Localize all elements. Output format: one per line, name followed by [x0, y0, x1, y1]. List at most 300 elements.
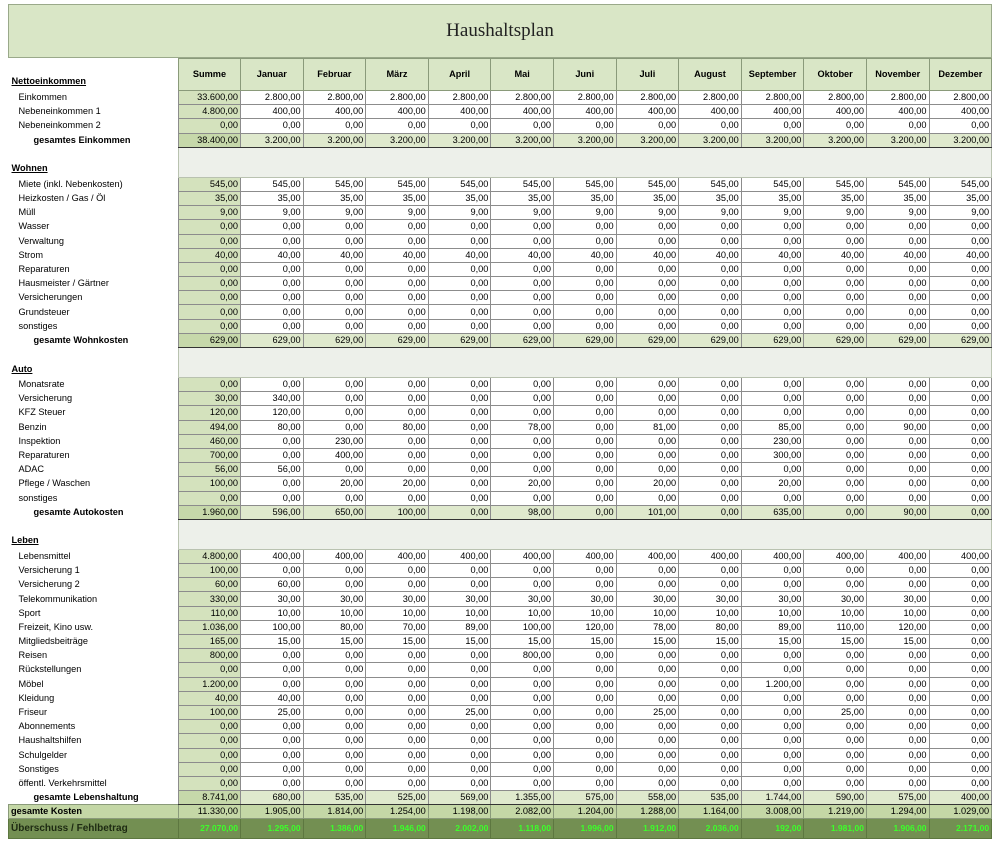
month-cell[interactable]: 400,00 — [366, 549, 429, 563]
month-cell[interactable]: 0,00 — [616, 564, 679, 578]
month-cell[interactable]: 0,00 — [929, 448, 992, 462]
month-cell[interactable]: 0,00 — [553, 564, 616, 578]
month-cell[interactable]: 0,00 — [616, 663, 679, 677]
month-cell[interactable]: 400,00 — [929, 791, 992, 805]
month-cell[interactable]: 0,00 — [428, 491, 491, 505]
month-cell[interactable]: 0,00 — [553, 448, 616, 462]
month-cell[interactable]: 0,00 — [491, 578, 554, 592]
month-cell[interactable]: 0,00 — [804, 691, 867, 705]
month-cell[interactable]: 0,00 — [553, 420, 616, 434]
month-cell[interactable]: 0,00 — [679, 234, 742, 248]
month-cell[interactable]: 10,00 — [303, 606, 366, 620]
month-cell[interactable]: 0,00 — [303, 691, 366, 705]
month-cell[interactable]: 20,00 — [366, 477, 429, 491]
month-cell[interactable]: 0,00 — [679, 663, 742, 677]
month-cell[interactable]: 0,00 — [428, 378, 491, 392]
month-cell[interactable]: 0,00 — [804, 762, 867, 776]
month-cell[interactable]: 0,00 — [428, 734, 491, 748]
month-cell[interactable]: 120,00 — [241, 406, 304, 420]
month-cell[interactable]: 0,00 — [866, 691, 929, 705]
month-cell[interactable]: 0,00 — [679, 305, 742, 319]
month-cell[interactable]: 35,00 — [491, 191, 554, 205]
month-cell[interactable]: 0,00 — [679, 448, 742, 462]
month-cell[interactable]: 0,00 — [553, 677, 616, 691]
month-cell[interactable]: 0,00 — [241, 649, 304, 663]
month-cell[interactable]: 0,00 — [241, 262, 304, 276]
month-cell[interactable]: 230,00 — [741, 434, 804, 448]
month-cell[interactable]: 0,00 — [679, 262, 742, 276]
sum-cell[interactable]: 330,00 — [179, 592, 241, 606]
month-cell[interactable]: 40,00 — [428, 248, 491, 262]
month-cell[interactable]: 100,00 — [491, 620, 554, 634]
month-cell[interactable]: 0,00 — [428, 448, 491, 462]
month-cell[interactable]: 0,00 — [491, 734, 554, 748]
month-cell[interactable]: 0,00 — [929, 606, 992, 620]
month-cell[interactable]: 0,00 — [741, 776, 804, 790]
sum-cell[interactable]: 0,00 — [179, 319, 241, 333]
month-cell[interactable]: 15,00 — [741, 635, 804, 649]
month-cell[interactable]: 1.386,00 — [303, 819, 366, 839]
month-cell[interactable]: 0,00 — [616, 748, 679, 762]
month-cell[interactable]: 0,00 — [866, 677, 929, 691]
month-cell[interactable]: 400,00 — [428, 549, 491, 563]
sum-cell[interactable]: 4.800,00 — [179, 105, 241, 119]
month-cell[interactable]: 0,00 — [428, 463, 491, 477]
month-cell[interactable]: 0,00 — [241, 319, 304, 333]
month-cell[interactable]: 0,00 — [428, 691, 491, 705]
month-cell[interactable]: 0,00 — [241, 234, 304, 248]
month-cell[interactable]: 0,00 — [553, 119, 616, 133]
month-cell[interactable]: 35,00 — [366, 191, 429, 205]
month-cell[interactable]: 0,00 — [741, 262, 804, 276]
month-cell[interactable]: 0,00 — [366, 277, 429, 291]
month-cell[interactable]: 400,00 — [929, 549, 992, 563]
month-cell[interactable]: 0,00 — [428, 564, 491, 578]
month-cell[interactable]: 100,00 — [241, 620, 304, 634]
month-cell[interactable]: 0,00 — [241, 305, 304, 319]
month-cell[interactable]: 0,00 — [741, 578, 804, 592]
sum-cell[interactable]: 545,00 — [179, 177, 241, 191]
month-cell[interactable]: 0,00 — [929, 491, 992, 505]
month-cell[interactable]: 400,00 — [303, 549, 366, 563]
month-cell[interactable]: 40,00 — [303, 248, 366, 262]
month-cell[interactable]: 0,00 — [741, 649, 804, 663]
month-cell[interactable]: 0,00 — [303, 406, 366, 420]
month-cell[interactable]: 0,00 — [366, 720, 429, 734]
month-cell[interactable]: 629,00 — [804, 333, 867, 347]
month-cell[interactable]: 400,00 — [741, 549, 804, 563]
month-cell[interactable]: 0,00 — [428, 677, 491, 691]
month-cell[interactable]: 0,00 — [679, 319, 742, 333]
month-cell[interactable]: 0,00 — [491, 776, 554, 790]
sum-cell[interactable]: 165,00 — [179, 635, 241, 649]
month-cell[interactable]: 400,00 — [866, 549, 929, 563]
month-cell[interactable]: 0,00 — [679, 434, 742, 448]
month-cell[interactable]: 0,00 — [616, 234, 679, 248]
month-cell[interactable]: 0,00 — [241, 564, 304, 578]
month-cell[interactable]: 0,00 — [929, 434, 992, 448]
month-cell[interactable]: 400,00 — [303, 105, 366, 119]
month-cell[interactable]: 0,00 — [866, 663, 929, 677]
month-cell[interactable]: 0,00 — [679, 378, 742, 392]
month-cell[interactable]: 0,00 — [366, 319, 429, 333]
month-cell[interactable]: 1.164,00 — [679, 805, 742, 819]
month-cell[interactable]: 40,00 — [866, 248, 929, 262]
month-cell[interactable]: 0,00 — [428, 406, 491, 420]
month-cell[interactable]: 545,00 — [866, 177, 929, 191]
month-cell[interactable]: 0,00 — [491, 491, 554, 505]
month-cell[interactable]: 0,00 — [804, 420, 867, 434]
month-cell[interactable]: 10,00 — [741, 606, 804, 620]
month-cell[interactable]: 78,00 — [491, 420, 554, 434]
month-cell[interactable]: 0,00 — [679, 392, 742, 406]
month-cell[interactable]: 100,00 — [366, 505, 429, 519]
month-cell[interactable]: 1.200,00 — [741, 677, 804, 691]
month-cell[interactable]: 80,00 — [366, 420, 429, 434]
month-cell[interactable]: 0,00 — [804, 663, 867, 677]
month-cell[interactable]: 0,00 — [241, 434, 304, 448]
month-cell[interactable]: 0,00 — [491, 378, 554, 392]
month-cell[interactable]: 0,00 — [553, 463, 616, 477]
sum-cell[interactable]: 460,00 — [179, 434, 241, 448]
month-cell[interactable]: 596,00 — [241, 505, 304, 519]
month-cell[interactable]: 1.946,00 — [366, 819, 429, 839]
sum-cell[interactable]: 0,00 — [179, 748, 241, 762]
month-cell[interactable]: 0,00 — [428, 291, 491, 305]
month-cell[interactable]: 0,00 — [679, 277, 742, 291]
month-cell[interactable]: 545,00 — [929, 177, 992, 191]
sum-cell[interactable]: 100,00 — [179, 477, 241, 491]
month-cell[interactable]: 0,00 — [741, 277, 804, 291]
month-cell[interactable]: 1.118,00 — [491, 819, 554, 839]
month-cell[interactable]: 35,00 — [428, 191, 491, 205]
sum-cell[interactable]: 800,00 — [179, 649, 241, 663]
month-cell[interactable]: 0,00 — [491, 234, 554, 248]
month-cell[interactable]: 0,00 — [616, 649, 679, 663]
month-cell[interactable]: 15,00 — [303, 635, 366, 649]
month-cell[interactable]: 0,00 — [616, 776, 679, 790]
month-cell[interactable]: 0,00 — [929, 663, 992, 677]
month-cell[interactable]: 0,00 — [553, 691, 616, 705]
month-cell[interactable]: 40,00 — [679, 248, 742, 262]
month-cell[interactable]: 3.200,00 — [679, 133, 742, 147]
month-cell[interactable]: 0,00 — [428, 776, 491, 790]
month-cell[interactable]: 35,00 — [929, 191, 992, 205]
month-cell[interactable]: 0,00 — [679, 477, 742, 491]
month-cell[interactable]: 0,00 — [741, 119, 804, 133]
month-cell[interactable]: 0,00 — [866, 762, 929, 776]
month-cell[interactable]: 545,00 — [679, 177, 742, 191]
month-cell[interactable]: 0,00 — [866, 392, 929, 406]
sum-cell[interactable]: 0,00 — [179, 291, 241, 305]
month-cell[interactable]: 400,00 — [616, 549, 679, 563]
month-cell[interactable]: 0,00 — [241, 720, 304, 734]
month-cell[interactable]: 0,00 — [929, 649, 992, 663]
month-cell[interactable]: 0,00 — [679, 776, 742, 790]
month-cell[interactable]: 0,00 — [679, 578, 742, 592]
month-cell[interactable]: 9,00 — [929, 206, 992, 220]
month-cell[interactable]: 80,00 — [241, 420, 304, 434]
month-cell[interactable]: 85,00 — [741, 420, 804, 434]
month-cell[interactable]: 0,00 — [679, 491, 742, 505]
month-cell[interactable]: 25,00 — [804, 705, 867, 719]
month-cell[interactable]: 0,00 — [366, 677, 429, 691]
month-cell[interactable]: 0,00 — [428, 720, 491, 734]
month-cell[interactable]: 0,00 — [491, 291, 554, 305]
month-cell[interactable]: 0,00 — [428, 762, 491, 776]
month-cell[interactable]: 35,00 — [866, 191, 929, 205]
sum-cell[interactable]: 1.960,00 — [179, 505, 241, 519]
sum-cell[interactable]: 35,00 — [179, 191, 241, 205]
month-cell[interactable]: 0,00 — [679, 564, 742, 578]
month-cell[interactable]: 0,00 — [366, 378, 429, 392]
month-cell[interactable]: 0,00 — [491, 277, 554, 291]
month-cell[interactable]: 0,00 — [866, 448, 929, 462]
month-cell[interactable]: 545,00 — [804, 177, 867, 191]
month-cell[interactable]: 3.200,00 — [428, 133, 491, 147]
month-cell[interactable]: 0,00 — [741, 378, 804, 392]
month-cell[interactable]: 0,00 — [741, 291, 804, 305]
month-cell[interactable]: 0,00 — [929, 463, 992, 477]
month-cell[interactable]: 0,00 — [366, 578, 429, 592]
month-cell[interactable]: 0,00 — [366, 220, 429, 234]
month-cell[interactable]: 1.744,00 — [741, 791, 804, 805]
month-cell[interactable]: 20,00 — [303, 477, 366, 491]
month-cell[interactable]: 0,00 — [866, 477, 929, 491]
month-cell[interactable]: 35,00 — [679, 191, 742, 205]
month-cell[interactable]: 1.905,00 — [241, 805, 304, 819]
month-cell[interactable]: 0,00 — [679, 691, 742, 705]
month-cell[interactable]: 15,00 — [616, 635, 679, 649]
month-cell[interactable]: 1.906,00 — [866, 819, 929, 839]
month-cell[interactable]: 0,00 — [366, 762, 429, 776]
month-cell[interactable]: 0,00 — [929, 762, 992, 776]
month-cell[interactable]: 0,00 — [866, 234, 929, 248]
month-cell[interactable]: 0,00 — [679, 762, 742, 776]
month-cell[interactable]: 0,00 — [866, 406, 929, 420]
month-cell[interactable]: 25,00 — [616, 705, 679, 719]
sum-cell[interactable]: 629,00 — [179, 333, 241, 347]
month-cell[interactable]: 9,00 — [866, 206, 929, 220]
month-cell[interactable]: 192,00 — [741, 819, 804, 839]
month-cell[interactable]: 0,00 — [241, 762, 304, 776]
sum-cell[interactable]: 120,00 — [179, 406, 241, 420]
month-cell[interactable]: 0,00 — [741, 734, 804, 748]
month-cell[interactable]: 0,00 — [303, 762, 366, 776]
month-cell[interactable]: 2.800,00 — [679, 91, 742, 105]
month-cell[interactable]: 3.200,00 — [366, 133, 429, 147]
month-cell[interactable]: 0,00 — [804, 448, 867, 462]
sum-cell[interactable]: 8.741,00 — [179, 791, 241, 805]
month-cell[interactable]: 0,00 — [303, 677, 366, 691]
sum-cell[interactable]: 0,00 — [179, 734, 241, 748]
month-cell[interactable]: 0,00 — [303, 720, 366, 734]
month-cell[interactable]: 0,00 — [866, 262, 929, 276]
month-cell[interactable]: 0,00 — [866, 578, 929, 592]
month-cell[interactable]: 3.008,00 — [741, 805, 804, 819]
month-cell[interactable]: 15,00 — [366, 635, 429, 649]
month-cell[interactable]: 30,00 — [804, 592, 867, 606]
month-cell[interactable]: 0,00 — [303, 234, 366, 248]
month-cell[interactable]: 0,00 — [804, 234, 867, 248]
month-cell[interactable]: 0,00 — [804, 262, 867, 276]
month-cell[interactable]: 0,00 — [679, 119, 742, 133]
month-cell[interactable]: 0,00 — [366, 491, 429, 505]
month-cell[interactable]: 590,00 — [804, 791, 867, 805]
month-cell[interactable]: 0,00 — [553, 748, 616, 762]
month-cell[interactable]: 81,00 — [616, 420, 679, 434]
month-cell[interactable]: 0,00 — [491, 262, 554, 276]
month-cell[interactable]: 0,00 — [553, 378, 616, 392]
month-cell[interactable]: 400,00 — [616, 105, 679, 119]
month-cell[interactable]: 0,00 — [553, 505, 616, 519]
month-cell[interactable]: 400,00 — [679, 105, 742, 119]
sum-cell[interactable]: 30,00 — [179, 392, 241, 406]
month-cell[interactable]: 0,00 — [241, 776, 304, 790]
month-cell[interactable]: 1.254,00 — [366, 805, 429, 819]
month-cell[interactable]: 0,00 — [491, 406, 554, 420]
month-cell[interactable]: 0,00 — [366, 734, 429, 748]
month-cell[interactable]: 0,00 — [366, 448, 429, 462]
month-cell[interactable]: 2.171,00 — [929, 819, 992, 839]
month-cell[interactable]: 9,00 — [804, 206, 867, 220]
month-cell[interactable]: 400,00 — [553, 549, 616, 563]
month-cell[interactable]: 35,00 — [616, 191, 679, 205]
month-cell[interactable]: 35,00 — [303, 191, 366, 205]
month-cell[interactable]: 0,00 — [366, 649, 429, 663]
month-cell[interactable]: 80,00 — [679, 620, 742, 634]
month-cell[interactable]: 0,00 — [553, 406, 616, 420]
month-cell[interactable]: 1.996,00 — [553, 819, 616, 839]
month-cell[interactable]: 0,00 — [929, 406, 992, 420]
month-cell[interactable]: 0,00 — [616, 734, 679, 748]
month-cell[interactable]: 1.981,00 — [804, 819, 867, 839]
month-cell[interactable]: 0,00 — [929, 578, 992, 592]
sum-cell[interactable]: 40,00 — [179, 248, 241, 262]
month-cell[interactable]: 0,00 — [804, 319, 867, 333]
month-cell[interactable]: 2.800,00 — [428, 91, 491, 105]
month-cell[interactable]: 400,00 — [804, 549, 867, 563]
month-cell[interactable]: 0,00 — [804, 277, 867, 291]
month-cell[interactable]: 10,00 — [804, 606, 867, 620]
month-cell[interactable]: 400,00 — [553, 105, 616, 119]
month-cell[interactable]: 0,00 — [366, 406, 429, 420]
month-cell[interactable]: 0,00 — [428, 262, 491, 276]
month-cell[interactable]: 558,00 — [616, 791, 679, 805]
month-cell[interactable]: 0,00 — [241, 220, 304, 234]
month-cell[interactable]: 0,00 — [303, 262, 366, 276]
month-cell[interactable]: 0,00 — [866, 649, 929, 663]
month-cell[interactable]: 0,00 — [616, 406, 679, 420]
month-cell[interactable]: 2.800,00 — [241, 91, 304, 105]
month-cell[interactable]: 10,00 — [866, 606, 929, 620]
month-cell[interactable]: 0,00 — [804, 564, 867, 578]
month-cell[interactable]: 0,00 — [366, 564, 429, 578]
month-cell[interactable]: 0,00 — [616, 691, 679, 705]
month-cell[interactable]: 9,00 — [428, 206, 491, 220]
month-cell[interactable]: 9,00 — [679, 206, 742, 220]
month-cell[interactable]: 0,00 — [741, 220, 804, 234]
month-cell[interactable]: 40,00 — [491, 248, 554, 262]
month-cell[interactable]: 9,00 — [741, 206, 804, 220]
month-cell[interactable]: 0,00 — [428, 505, 491, 519]
month-cell[interactable]: 0,00 — [929, 477, 992, 491]
month-cell[interactable]: 0,00 — [616, 291, 679, 305]
month-cell[interactable]: 3.200,00 — [241, 133, 304, 147]
month-cell[interactable]: 3.200,00 — [491, 133, 554, 147]
sum-cell[interactable]: 38.400,00 — [179, 133, 241, 147]
month-cell[interactable]: 629,00 — [553, 333, 616, 347]
month-cell[interactable]: 0,00 — [553, 762, 616, 776]
month-cell[interactable]: 0,00 — [741, 491, 804, 505]
month-cell[interactable]: 10,00 — [616, 606, 679, 620]
month-cell[interactable]: 230,00 — [303, 434, 366, 448]
month-cell[interactable]: 0,00 — [929, 392, 992, 406]
month-cell[interactable]: 0,00 — [491, 691, 554, 705]
month-cell[interactable]: 10,00 — [366, 606, 429, 620]
month-cell[interactable]: 0,00 — [428, 119, 491, 133]
month-cell[interactable]: 0,00 — [553, 705, 616, 719]
month-cell[interactable]: 400,00 — [866, 105, 929, 119]
month-cell[interactable]: 545,00 — [616, 177, 679, 191]
month-cell[interactable]: 0,00 — [804, 720, 867, 734]
month-cell[interactable]: 340,00 — [241, 392, 304, 406]
month-cell[interactable]: 3.200,00 — [929, 133, 992, 147]
month-cell[interactable]: 30,00 — [679, 592, 742, 606]
month-cell[interactable]: 0,00 — [866, 119, 929, 133]
month-cell[interactable]: 0,00 — [866, 434, 929, 448]
month-cell[interactable]: 1.814,00 — [303, 805, 366, 819]
month-cell[interactable]: 0,00 — [491, 119, 554, 133]
month-cell[interactable]: 0,00 — [929, 776, 992, 790]
month-cell[interactable]: 0,00 — [804, 119, 867, 133]
month-cell[interactable]: 0,00 — [866, 220, 929, 234]
month-cell[interactable]: 0,00 — [553, 776, 616, 790]
month-cell[interactable]: 89,00 — [741, 620, 804, 634]
month-cell[interactable]: 0,00 — [428, 434, 491, 448]
sum-cell[interactable]: 0,00 — [179, 262, 241, 276]
month-cell[interactable]: 40,00 — [741, 248, 804, 262]
month-cell[interactable]: 0,00 — [553, 392, 616, 406]
month-cell[interactable]: 10,00 — [428, 606, 491, 620]
month-cell[interactable]: 2.800,00 — [866, 91, 929, 105]
month-cell[interactable]: 0,00 — [303, 319, 366, 333]
month-cell[interactable]: 0,00 — [366, 392, 429, 406]
month-cell[interactable]: 3.200,00 — [804, 133, 867, 147]
month-cell[interactable]: 20,00 — [616, 477, 679, 491]
month-cell[interactable]: 10,00 — [241, 606, 304, 620]
month-cell[interactable]: 40,00 — [616, 248, 679, 262]
month-cell[interactable]: 0,00 — [491, 705, 554, 719]
month-cell[interactable]: 0,00 — [366, 291, 429, 305]
month-cell[interactable]: 0,00 — [428, 420, 491, 434]
month-cell[interactable]: 0,00 — [241, 378, 304, 392]
sum-cell[interactable]: 60,00 — [179, 578, 241, 592]
month-cell[interactable]: 0,00 — [929, 564, 992, 578]
month-cell[interactable]: 0,00 — [553, 477, 616, 491]
month-cell[interactable]: 0,00 — [303, 305, 366, 319]
month-cell[interactable]: 400,00 — [241, 105, 304, 119]
month-cell[interactable]: 9,00 — [241, 206, 304, 220]
month-cell[interactable]: 0,00 — [804, 406, 867, 420]
month-cell[interactable]: 0,00 — [303, 564, 366, 578]
month-cell[interactable]: 9,00 — [491, 206, 554, 220]
month-cell[interactable]: 0,00 — [491, 564, 554, 578]
month-cell[interactable]: 1.912,00 — [616, 819, 679, 839]
month-cell[interactable]: 2.002,00 — [428, 819, 491, 839]
sum-cell[interactable]: 0,00 — [179, 720, 241, 734]
month-cell[interactable]: 0,00 — [929, 734, 992, 748]
